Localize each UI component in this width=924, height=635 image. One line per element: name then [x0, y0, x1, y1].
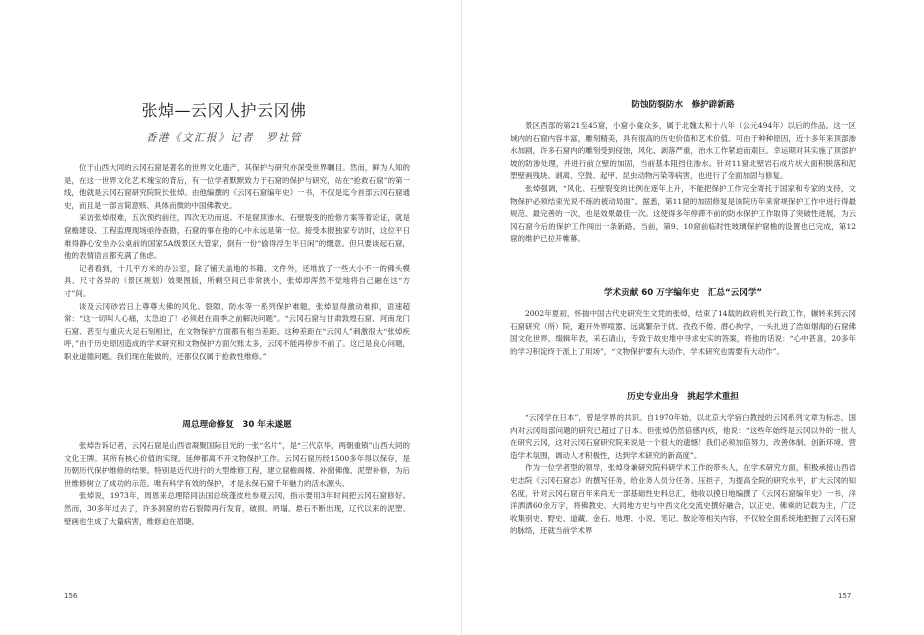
- section-heading-box: [510, 390, 856, 402]
- article-byline: 香港《文汇报》记者 罗社管: [146, 132, 302, 144]
- article-title: 张焯—云冈人护云冈佛: [141, 101, 307, 120]
- paragraph: 采访张焯很难，五次预约前往，四次无功而返。不是窟顶渗水、石壁裂变的抢修方案等着论证，就是窟檐建设、工程监理现场亟待查勘，石窟的事在他的心中永远是第一位。接受本报独家专访时，这位平日难得静心安坐办公桌前的国家5A级景区大管家，倒有一份“偷得浮生半日闲”的慨意。但只要谈起石窟，他的表情语言都充满了焦虑。: [64, 213, 410, 261]
- section4-text: [510, 412, 856, 538]
- paragraph: 景区西部的第21至45窟，小窟小龛众多，属于北魏太和十八年（公元494年）以后的作品。这一区域内的石窟内容丰富，雕刻精美，具有很高的历史价值和艺术价值。可由于种种原因，近十多年来顶部渗水加剧，许多石窟内的雕刻受到侵蚀，风化、剥落严重，治水工作紧迫而艰巨。幸运期对其实施了顶部护坡的防渗处理，并进行前立壁的加固，当前基本阻挡住渗水。针对11窟北壁岩石成片状大面积脱落和泥塑壁画残块、剥离、空鼓、起甲、昆虫动物污染等病害，也进行了全面加固与修复。: [510, 121, 856, 181]
- section-heading-box: [510, 286, 856, 298]
- page-number: 157: [838, 592, 852, 600]
- section3-text: [510, 308, 856, 358]
- intro-text: [64, 162, 410, 364]
- paragraph: 张焯告诉记者，云冈石窟是山西省凝聚国际目光的一张“名片”，是“三代京华，两朝重镇”山西大同的文化王牌。其所有核心价值的实现、延伸都离不开文物保护工作。云冈石窟历经1500多年得以保存，是历朝历代保护维修的结果。特别是近代进行的大型维修工程，建立窟檐阁楼、补窗佛像、泥塑补修，为后世维修树立了成功的示范。唯有科学有效的保护，才是永保石窟千年魅力的活水源头。: [64, 441, 410, 488]
- section-heading-box: [510, 98, 856, 110]
- paragraph: 2002年夏初，怀揣中国古代史研究生文凭的张焯，结束了14载的政府机关行政工作，辗转来到云冈石窟研究（所）院，避开外界喧嚣、远离繁杂于扰、孜孜不倦、潜心拘学，一头扎进了浩如烟海的石窟佛国文化世界，缀辑年表，采石请山，专致于故史堆中寻求史实的答案，将他的话说：“心中甚喜，20多年的学习积淀终于派上了用场”，“文物保护要有大动作，学术研究也需要有大动作”。: [510, 309, 856, 356]
- right-page: [462, 0, 924, 635]
- paragraph: 记者看到，十几平方米的办公室，除了铺天盖地的书籍、文件外，还堆放了一些大小不一的佛头模具、尺寸各异的（景区规划）效果图版，所剩空间已非常狭小，张焯却浑然不觉地将自己融在这“方寸”间。: [64, 263, 410, 298]
- section1-text: [64, 440, 410, 528]
- paragraph: 张焯说，1973年，周恩来总理陪同法国总统蓬皮杜参观云冈，指示要用3年时间把云冈石窟修好。然而，30多年过去了，许多洞窟的岩石裂隙再行发育，破损、坍塌、悬石不断出现，辽代以来的泥塑、壁画也生成了大量病害，维修迫在眉睫。: [64, 491, 410, 526]
- section-heading-box: [64, 418, 410, 430]
- section2-text: [510, 120, 856, 246]
- section-heading: 学术贡献 60 万字编年史 汇总“云冈学”: [603, 288, 763, 298]
- paragraph: 位于山西大同的云冈石窟是著名的世界文化遗产，其保护与研究亦深受世界瞩目。然而，鲜为人知的是，在这一世界文化艺术瑰宝的背后，有一位学者默默致力于石窟的保护与研究，站在“抢救石窟”的第一线，他就是云冈石窟研究院院长张焯。由他编撰的《云冈石窟编年史》一书，不仅是迄今首部云冈石窟通史，而且是一部言简意赅、具体而微的中国佛教史。: [64, 163, 410, 210]
- section-heading: 周总理命修复 30 年未遂愿: [182, 420, 292, 430]
- paragraph: 张焯强调，“风化、石壁裂变的比例在逐年上升，不能把保护工作完全寄托于国家和专家的支持，文物保护必须结束光说不练的被动局面”。据悉，第11窟的加固修复是该院历年来常规保护工作中进行得最规范、最完善的一次，也是效果最佳一次。这使得多年停滞不前的防水保护工作取得了突破性进展，为云冈石窟今后的保护工作闯出一条新路。当前，第9、10窟前临时性玻璃保护窟檐的设置也已完成，第12窟的维护已拉开帷幕。: [510, 183, 856, 244]
- paragraph: 谈及云冈砂岩日上尊尊大佛的风化、裂隙、防水等一系列保护难题，张焯显得激动难抑，语速超常：“这一切叫人心痛，太急迫了！必须赶在雨季之前解决问题”。“云冈石窟与甘肃敦煌石窟、河南龙门石窟、甚至与重庆大足石刻相比，在文物保护方面都有相当差距。这种差距在“云冈人”刺激很大“张焯疾呼，”由于历史原因造成的学术研究和文物保护方面欠账太多，云冈不能再停步不前了。这已是良心问题，职业道德问题。我们现在能做的，还都仅仅属于抢救性维修。”: [64, 301, 410, 361]
- paragraph: “云冈学在日本”，曾是学界的共识。自1970年始，以北京大学宿白教授的云冈系列文章为标志，国内对云冈局部问题的研究已超过了日本。但张焯仍然倍感内疚，他说：“这些年始终是云冈以外的一批人在研究云冈，这对云冈石窟研究院来说是一个很大的遗憾！我们必须加倍努力，改善体制、创新环境、营造学术氛围，调动人才积极性，达到学术研究的新高度”。: [510, 413, 856, 460]
- paragraph: 作为一位学者型的领导，张焯身兼研究院科研学术工作的带头人，在学术研究方面，积极承接山西省史志院《云冈石窟志》的撰写任务，给业务人员分任务、压担子，为提高全院的研究水平，扩大云冈的知名度，针对云冈石窟百年来尚无一部基础性史料总汇，他收以摸日地编撰了《云冈石窟编年史》一书，洋洋洒洒60余万字，将佛教史、大同地方史与中西文化交流史撰好融合，以正史、佛乘的记载为主，广泛收集别史、野史、道藏、金石、地理、小说、笔记、散论等相关内容，不仅较全面系统地把握了云冈石窟的脉络，还就当前学术界: [510, 463, 856, 536]
- page-number: 156: [64, 592, 78, 600]
- section-heading: 历史专业出身 挑起学术重担: [627, 392, 739, 402]
- section-heading: 防蚀防裂防水 修护辟新路: [631, 100, 735, 110]
